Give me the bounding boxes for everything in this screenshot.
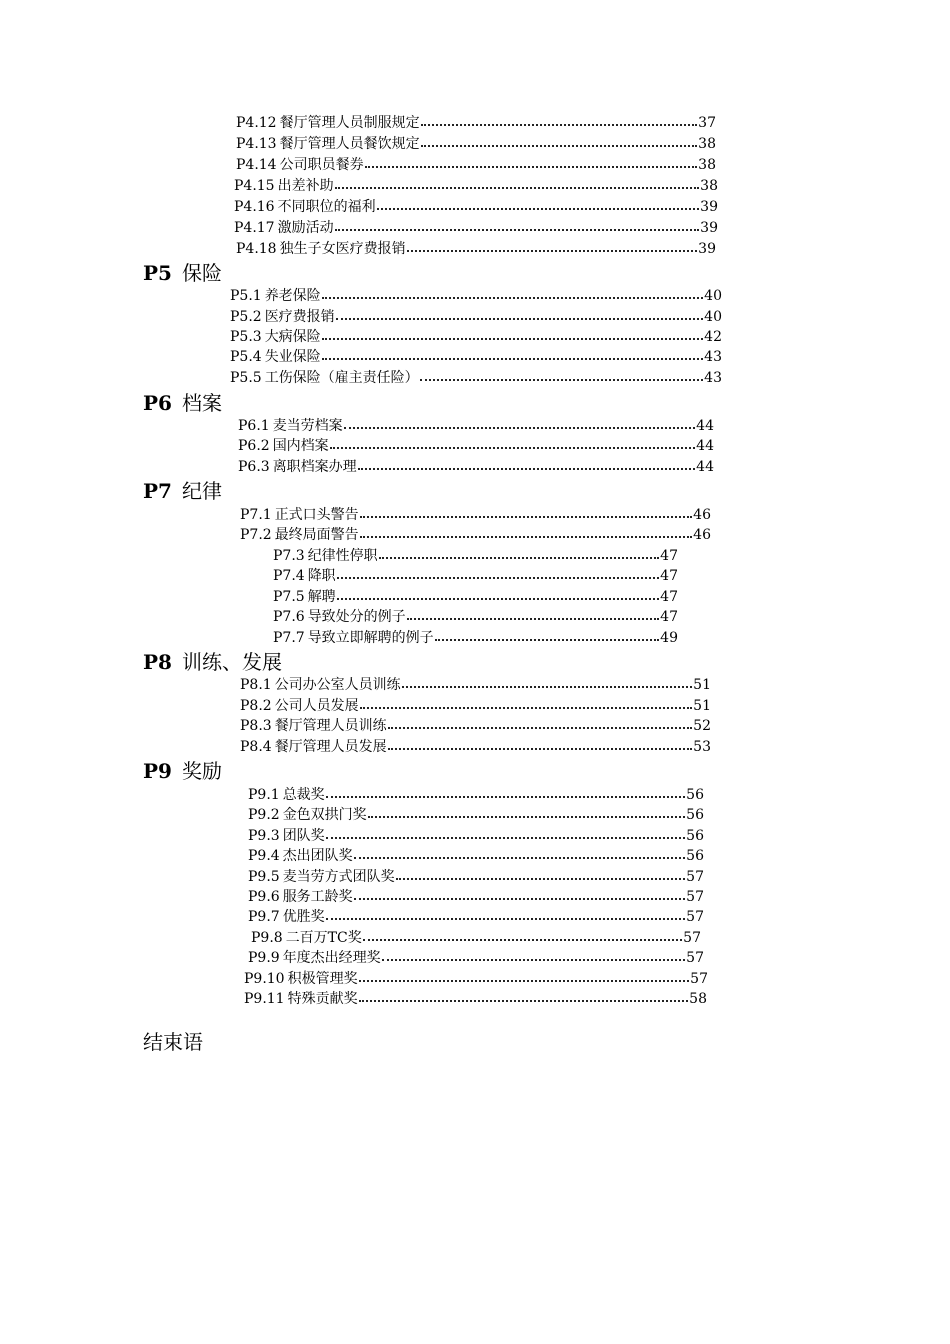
- toc-entry-p7-6[interactable]: [273, 607, 678, 627]
- toc-entry-title: 团队奖: [282, 828, 325, 844]
- section-heading-title: 训练、发展: [181, 650, 282, 674]
- toc-entry-p5-5[interactable]: [230, 368, 722, 388]
- toc-entry-number: P5.3: [230, 329, 262, 345]
- dot-leader: [402, 675, 692, 688]
- toc-entry-number: P9.4: [248, 848, 280, 864]
- toc-entry-page-number: 56: [686, 807, 704, 823]
- toc-entry-p7-4[interactable]: [273, 566, 678, 586]
- toc-entry-number: P4.13: [236, 136, 277, 152]
- section-heading-p6: [143, 388, 222, 418]
- section-heading-number: P8: [143, 650, 172, 674]
- toc-entry-number: P5.4: [230, 349, 262, 365]
- toc-entry-title: 特殊贡献奖: [287, 991, 358, 1007]
- toc-entry-number: P5.1: [230, 288, 262, 304]
- toc-entry-number: P9.10: [244, 971, 285, 987]
- toc-entry-page-number: 46: [693, 507, 711, 523]
- dot-leader: [368, 805, 685, 818]
- section-heading-title: 奖励: [181, 759, 222, 783]
- toc-entry-page-number: 39: [698, 241, 716, 257]
- toc-entry-title: 优胜奖: [282, 909, 325, 925]
- toc-entry-number: P7.6: [273, 609, 305, 625]
- toc-entry-p9-11[interactable]: [244, 989, 707, 1009]
- toc-entry-page-number: 57: [690, 971, 708, 987]
- toc-entry-page-number: 39: [700, 199, 718, 215]
- toc-entry-title: 麦当劳档案: [272, 418, 343, 434]
- dot-leader: [335, 218, 700, 231]
- toc-entry-p6-3[interactable]: [238, 457, 714, 477]
- toc-entry-number: P9.11: [244, 991, 285, 1007]
- dot-leader: [358, 457, 695, 470]
- toc-entry-p9-4[interactable]: [248, 846, 704, 866]
- dot-leader: [365, 155, 698, 168]
- toc-entry-number: P7.3: [273, 548, 305, 564]
- toc-entry-title: 二百万TC奖: [285, 930, 362, 946]
- toc-entry-page-number: 58: [689, 991, 707, 1007]
- toc-entry-number: P4.15: [234, 178, 275, 194]
- toc-entry-p5-2[interactable]: [230, 307, 722, 327]
- toc-entry-p4-15[interactable]: [234, 176, 718, 196]
- dot-leader: [360, 505, 692, 518]
- toc-entry-number: P8.4: [240, 739, 272, 755]
- toc-entry-page-number: 38: [700, 178, 718, 194]
- toc-entry-title: 年度杰出经理奖: [282, 950, 381, 966]
- toc-entry-page-number: 38: [698, 157, 716, 173]
- toc-entry-title: 导致处分的例子: [307, 609, 406, 625]
- toc-entry-title: 医疗费报销: [264, 309, 335, 325]
- toc-entry-page-number: 57: [683, 930, 701, 946]
- toc-entry-page-number: 37: [698, 115, 716, 131]
- toc-entry-page-number: 40: [704, 288, 722, 304]
- toc-entry-number: P9.3: [248, 828, 280, 844]
- dot-leader: [407, 239, 698, 252]
- toc-entry-p4-12[interactable]: [236, 113, 716, 133]
- dot-leader: [326, 826, 685, 839]
- toc-entry-number: P6.3: [238, 459, 270, 475]
- toc-entry-p9-7[interactable]: [248, 907, 704, 927]
- toc-entry-title: 餐厅管理人员制服规定: [279, 115, 420, 131]
- toc-entry-title: 公司职员餐券: [279, 157, 364, 173]
- toc-entry-page-number: 44: [696, 438, 714, 454]
- toc-entry-title: 降职: [307, 568, 336, 584]
- toc-entry-title: 大病保险: [264, 329, 321, 345]
- dot-leader: [379, 546, 659, 559]
- toc-entry-p7-3[interactable]: [273, 546, 678, 566]
- toc-entry-title: 纪律性停职: [307, 548, 378, 564]
- toc-entry-title: 餐厅管理人员训练: [274, 718, 387, 734]
- toc-entry-title: 公司办公室人员训练: [274, 677, 401, 693]
- toc-entry-number: P4.12: [236, 115, 277, 131]
- dot-leader: [421, 113, 698, 126]
- dot-leader: [388, 737, 692, 750]
- toc-entry-page-number: 46: [693, 527, 711, 543]
- toc-entry-number: P6.1: [238, 418, 270, 434]
- toc-entry-title: 服务工龄奖: [282, 889, 353, 905]
- toc-entry-p9-10[interactable]: [244, 969, 708, 989]
- dot-leader: [388, 716, 692, 729]
- toc-entry-page-number: 57: [686, 950, 704, 966]
- toc-entry-number: P7.5: [273, 589, 305, 605]
- toc-entry-page-number: 43: [704, 370, 722, 386]
- toc-entry-number: P6.2: [238, 438, 270, 454]
- dot-leader: [354, 846, 685, 859]
- toc-entry-number: P4.14: [236, 157, 277, 173]
- toc-entry-title: 麦当劳方式团队奖: [282, 869, 395, 885]
- dot-leader: [420, 368, 703, 381]
- toc-entry-number: P9.9: [248, 950, 280, 966]
- toc-entry-title: 杰出团队奖: [282, 848, 353, 864]
- toc-entry-page-number: 56: [686, 848, 704, 864]
- toc-entry-number: P4.16: [234, 199, 275, 215]
- toc-entry-title: 公司人员发展: [274, 698, 359, 714]
- toc-entry-p7-7[interactable]: [273, 628, 678, 648]
- toc-entry-page-number: 57: [686, 889, 704, 905]
- toc-entry-page-number: 51: [693, 698, 711, 714]
- toc-entry-title: 最终局面警告: [274, 527, 359, 543]
- toc-entry-title: 激励活动: [277, 220, 334, 236]
- toc-entry-p4-17[interactable]: [234, 218, 718, 238]
- toc-entry-page-number: 52: [693, 718, 711, 734]
- dot-leader: [322, 327, 703, 340]
- toc-entry-p4-16[interactable]: [234, 197, 718, 217]
- section-heading-title: 保险: [181, 261, 222, 285]
- toc-entry-title: 离职档案办理: [272, 459, 357, 475]
- dot-leader: [337, 587, 659, 600]
- section-heading-number: P6: [143, 391, 172, 415]
- toc-entry-title: 正式口头警告: [274, 507, 359, 523]
- toc-entry-page-number: 56: [686, 787, 704, 803]
- toc-entry-page-number: 42: [704, 329, 722, 345]
- dot-leader: [359, 989, 689, 1002]
- toc-entry-p8-1[interactable]: [240, 675, 711, 695]
- toc-entry-page-number: 49: [660, 630, 678, 646]
- toc-entry-page-number: 51: [693, 677, 711, 693]
- toc-entry-number: P9.8: [251, 930, 283, 946]
- toc-entry-p6-1[interactable]: [238, 416, 714, 436]
- toc-entry-title: 解聘: [307, 589, 336, 605]
- toc-entry-number: P7.7: [273, 630, 305, 646]
- toc-entry-number: P9.6: [248, 889, 280, 905]
- section-heading-number: P7: [143, 479, 172, 503]
- toc-entry-page-number: 44: [696, 459, 714, 475]
- toc-entry-page-number: 47: [660, 568, 678, 584]
- toc-entry-p8-2[interactable]: [240, 696, 711, 716]
- toc-entry-p5-4[interactable]: [230, 347, 722, 367]
- toc-entry-number: P9.7: [248, 909, 280, 925]
- toc-entry-number: P9.2: [248, 807, 280, 823]
- dot-leader: [335, 176, 700, 189]
- toc-entry-p9-8[interactable]: [251, 928, 701, 948]
- dot-leader: [360, 696, 692, 709]
- dot-leader: [377, 197, 700, 210]
- dot-leader: [322, 286, 703, 299]
- section-heading-p8: [143, 647, 282, 677]
- dot-leader: [407, 607, 659, 620]
- toc-entry-p6-2[interactable]: [238, 436, 714, 456]
- toc-entry-title: 不同职位的福利: [277, 199, 376, 215]
- toc-entry-p9-2[interactable]: [248, 805, 704, 825]
- dot-leader: [326, 785, 685, 798]
- dot-leader: [363, 928, 682, 941]
- dot-leader: [354, 887, 685, 900]
- dot-leader: [360, 525, 692, 538]
- dot-leader: [337, 566, 659, 579]
- section-heading-p9: [143, 756, 222, 786]
- toc-entry-p8-3[interactable]: [240, 716, 711, 736]
- dot-leader: [382, 948, 685, 961]
- toc-entry-number: P8.2: [240, 698, 272, 714]
- toc-entry-p7-5[interactable]: [273, 587, 678, 607]
- toc-entry-p7-2[interactable]: [240, 525, 711, 545]
- toc-entry-p4-14[interactable]: [236, 155, 716, 175]
- toc-entry-number: P7.4: [273, 568, 305, 584]
- section-heading-title: 纪律: [181, 479, 222, 503]
- dot-leader: [322, 347, 703, 360]
- toc-entry-page-number: 43: [704, 349, 722, 365]
- toc-entry-page-number: 40: [704, 309, 722, 325]
- toc-entry-title: 养老保险: [264, 288, 321, 304]
- toc-entry-p4-18[interactable]: [236, 239, 716, 259]
- section-heading-p5: [143, 258, 222, 288]
- toc-entry-p7-1[interactable]: [240, 505, 711, 525]
- toc-entry-page-number: 39: [700, 220, 718, 236]
- toc-entry-page-number: 53: [693, 739, 711, 755]
- section-heading-number: P9: [143, 759, 172, 783]
- toc-entry-number: P7.1: [240, 507, 272, 523]
- toc-entry-number: P9.5: [248, 869, 280, 885]
- toc-entry-page-number: 47: [660, 548, 678, 564]
- toc-entry-title: 餐厅管理人员餐饮规定: [279, 136, 420, 152]
- toc-entry-title: 导致立即解聘的例子: [307, 630, 434, 646]
- toc-entry-number: P9.1: [248, 787, 280, 803]
- toc-entry-title: 餐厅管理人员发展: [274, 739, 387, 755]
- toc-entry-number: P4.17: [234, 220, 275, 236]
- dot-leader: [336, 307, 703, 320]
- toc-entry-p4-13[interactable]: [236, 134, 716, 154]
- closing-heading: 结束语: [143, 1030, 203, 1054]
- toc-entry-p9-1[interactable]: [248, 785, 704, 805]
- toc-entry-title: 国内档案: [272, 438, 329, 454]
- toc-entry-p9-6[interactable]: [248, 887, 704, 907]
- toc-entry-title: 出差补助: [277, 178, 334, 194]
- toc-entry-p9-5[interactable]: [248, 867, 704, 887]
- dot-leader: [326, 907, 685, 920]
- toc-entry-p8-4[interactable]: [240, 737, 711, 757]
- dot-leader: [421, 134, 698, 147]
- toc-entry-number: P8.1: [240, 677, 272, 693]
- toc-entry-title: 积极管理奖: [287, 971, 358, 987]
- toc-entry-number: P5.2: [230, 309, 262, 325]
- toc-entry-number: P8.3: [240, 718, 272, 734]
- dot-leader: [396, 867, 685, 880]
- toc-entry-page-number: 56: [686, 828, 704, 844]
- toc-entry-p9-9[interactable]: [248, 948, 704, 968]
- toc-entry-title: 金色双拱门奖: [282, 807, 367, 823]
- toc-entry-title: 失业保险: [264, 349, 321, 365]
- toc-entry-page-number: 47: [660, 589, 678, 605]
- dot-leader: [344, 416, 695, 429]
- toc-entry-title: 工伤保险（雇主责任险）: [264, 370, 419, 386]
- section-heading-number: P5: [143, 261, 172, 285]
- toc-entry-title: 独生子女医疗费报销: [279, 241, 406, 257]
- section-heading-p7: [143, 476, 222, 506]
- toc-entry-number: P7.2: [240, 527, 272, 543]
- dot-leader: [435, 628, 659, 641]
- toc-entry-page-number: 57: [686, 869, 704, 885]
- toc-entry-title: 总裁奖: [282, 787, 325, 803]
- toc-entry-page-number: 38: [698, 136, 716, 152]
- toc-entry-number: P4.18: [236, 241, 277, 257]
- dot-leader: [330, 436, 695, 449]
- toc-entry-page-number: 57: [686, 909, 704, 925]
- dot-leader: [359, 969, 690, 982]
- toc-entry-page-number: 44: [696, 418, 714, 434]
- toc-entry-p5-1[interactable]: [230, 286, 722, 306]
- toc-entry-p5-3[interactable]: [230, 327, 722, 347]
- toc-entry-number: P5.5: [230, 370, 262, 386]
- toc-entry-page-number: 47: [660, 609, 678, 625]
- toc-entry-p9-3[interactable]: [248, 826, 704, 846]
- section-heading-title: 档案: [181, 391, 222, 415]
